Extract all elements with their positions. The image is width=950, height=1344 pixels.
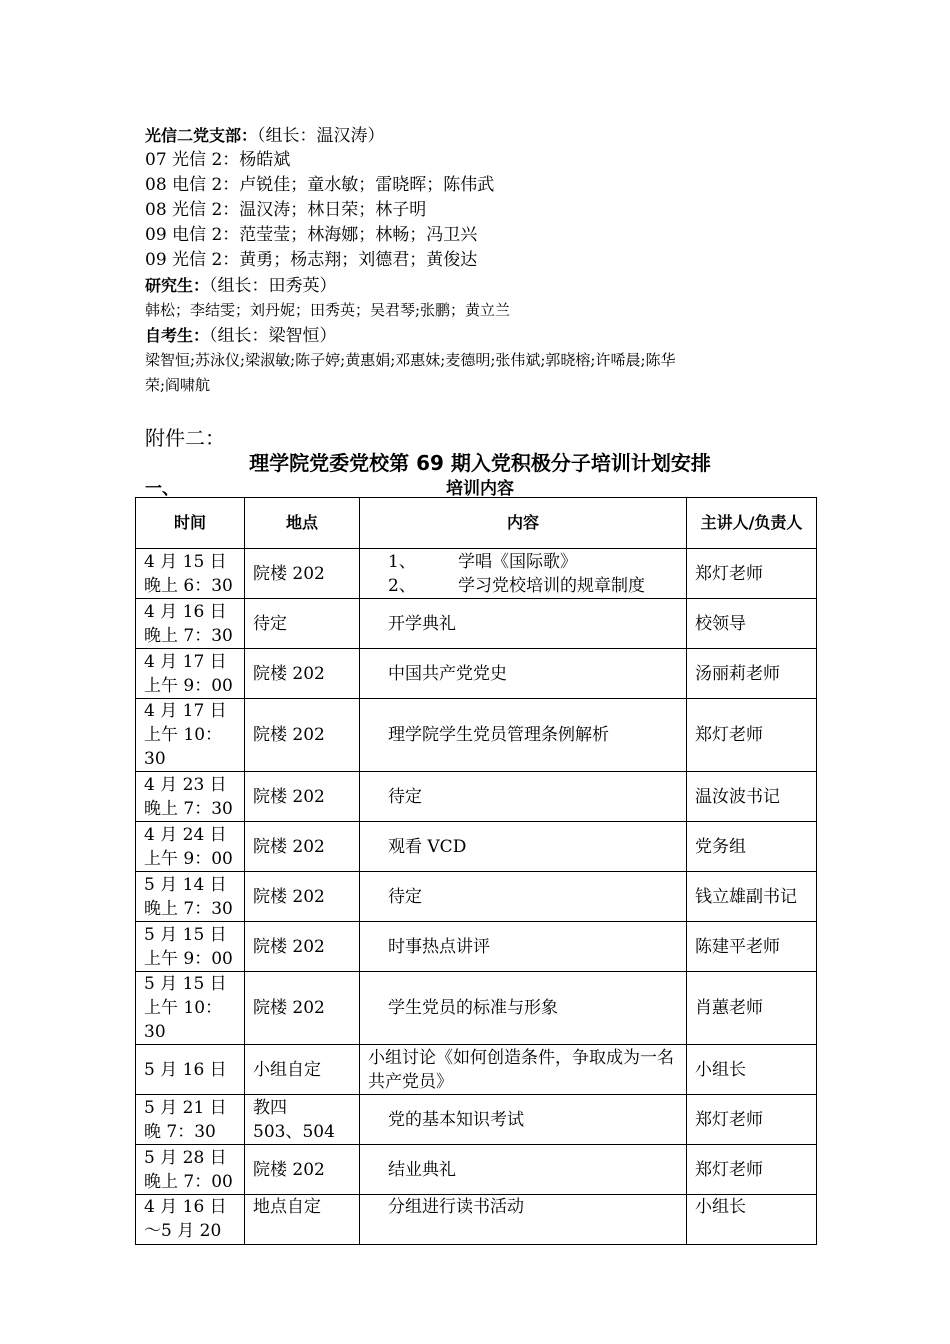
attachment-label: 附件二：: [145, 426, 225, 450]
cell-speaker: 小组长: [687, 1045, 817, 1095]
cell-place: 院楼 202: [245, 549, 360, 599]
cell-content: [360, 549, 687, 599]
cell-speaker: 陈建平老师: [687, 922, 817, 972]
cell-speaker: 校领导: [687, 599, 817, 649]
cell-content: 理学院学生党员管理条例解析: [360, 699, 687, 772]
cell-speaker: 温汝波书记: [687, 772, 817, 822]
group-self-study: [145, 323, 337, 349]
header-time: 时间: [136, 498, 245, 549]
header-place: 地点: [245, 498, 360, 549]
table-row: [136, 972, 817, 1045]
group-title: 光信二党支部：: [145, 126, 258, 145]
member-line: 09 光信 2：黄勇；杨志翔；刘德君；黄俊达: [145, 250, 478, 270]
cell-place: 院楼 202: [245, 699, 360, 772]
cell-content: 党的基本知识考试: [360, 1095, 687, 1145]
group-title: 自考生：: [145, 326, 210, 345]
header-speaker: 主讲人/负责人: [687, 498, 817, 549]
cell-place: 院楼 202: [245, 972, 360, 1045]
table-row: [136, 599, 817, 649]
member-line: 08 电信 2：卢锐佳；童水敏；雷晓晖；陈伟武: [145, 175, 495, 195]
table-row: [136, 649, 817, 699]
table-row: [136, 1095, 817, 1145]
cell-speaker: 郑灯老师: [687, 1095, 817, 1145]
cell-content: 小组讨论《如何创造条件，争取成为一名共产党员》: [360, 1045, 687, 1095]
document-title: 理学院党委党校第 69 期入党积极分子培训计划安排: [249, 451, 711, 475]
cell-time: 5 月 16 日: [136, 1045, 245, 1095]
cell-place: 地点自定: [245, 1195, 360, 1245]
cell-time: 4 月 23 日 晚上 7：30: [136, 772, 245, 822]
member-line: 韩松；李结雯；刘丹妮；田秀英；吴君琴;张鹏；黄立兰: [145, 301, 511, 319]
table-row: [136, 549, 817, 599]
group-leader: （组长：温汉涛）: [257, 126, 385, 146]
group-title: 研究生：: [145, 276, 210, 295]
cell-time: 5 月 14 日 晚上 7：30: [136, 872, 245, 922]
member-line: 荣;阎啸航: [145, 376, 211, 394]
cell-time: 4 月 24 日 上午 9：00: [136, 822, 245, 872]
content-list-item: 1、 学唱《国际歌》: [388, 551, 577, 572]
cell-time: 5 月 21 日 晚 7：30: [136, 1095, 245, 1145]
cell-content: 待定: [360, 772, 687, 822]
table-row: [136, 1195, 817, 1245]
cell-speaker: 钱立雄副书记: [687, 872, 817, 922]
cell-time: 5 月 15 日 上午 10：30: [136, 972, 245, 1045]
cell-content: 分组进行读书活动: [360, 1195, 687, 1245]
cell-speaker: 小组长: [687, 1195, 817, 1245]
cell-time: 5 月 15 日 上午 9：00: [136, 922, 245, 972]
header-content: 内容: [360, 498, 687, 549]
group-leader: （组长：梁智恒）: [209, 326, 337, 346]
cell-time: 4 月 17 日 上午 9：00: [136, 649, 245, 699]
cell-content: 中国共产党党史: [360, 649, 687, 699]
table-body: [136, 549, 817, 1245]
cell-speaker: 汤丽莉老师: [687, 649, 817, 699]
table-row: [136, 822, 817, 872]
member-line: 07 光信 2：杨皓斌: [145, 150, 291, 170]
cell-time: 4 月 15 日 晚上 6：30: [136, 549, 245, 599]
group-party-branch: [145, 123, 385, 149]
cell-speaker: 郑灯老师: [687, 1145, 817, 1195]
section-number: 一、: [145, 479, 179, 499]
cell-place: 院楼 202: [245, 922, 360, 972]
table-header-row: [136, 498, 817, 549]
cell-place: 教四 503、504: [245, 1095, 360, 1145]
member-line: 08 光信 2：温汉涛；林日荣；林子明: [145, 200, 427, 220]
cell-content: 待定: [360, 872, 687, 922]
cell-place: 院楼 202: [245, 822, 360, 872]
cell-speaker: 郑灯老师: [687, 699, 817, 772]
cell-place: 院楼 202: [245, 649, 360, 699]
group-graduate: [145, 273, 337, 299]
table-row: [136, 772, 817, 822]
cell-speaker: 肖蕙老师: [687, 972, 817, 1045]
cell-content: 时事热点讲评: [360, 922, 687, 972]
cell-content: 学生党员的标准与形象: [360, 972, 687, 1045]
table-row: [136, 699, 817, 772]
cell-place: 小组自定: [245, 1045, 360, 1095]
cell-speaker: 党务组: [687, 822, 817, 872]
cell-content: 开学典礼: [360, 599, 687, 649]
cell-place: 院楼 202: [245, 1145, 360, 1195]
member-line: 梁智恒;苏泳仪;梁淑敏;陈子婷;黄惠娟;邓惠妹;麦德明;张伟斌;郭晓榕;许唏晨;陈华: [145, 351, 676, 369]
cell-content: 观看 VCD: [360, 822, 687, 872]
member-line: 09 电信 2：范莹莹；林海娜；林畅；冯卫兴: [145, 225, 478, 245]
cell-time: 4 月 17 日 上午 10：30: [136, 699, 245, 772]
section-title: 培训内容: [446, 479, 514, 499]
cell-content: 结业典礼: [360, 1145, 687, 1195]
cell-place: 院楼 202: [245, 772, 360, 822]
group-leader: （组长：田秀英）: [209, 276, 337, 296]
table-row: [136, 1045, 817, 1095]
cell-place: 待定: [245, 599, 360, 649]
table-row: [136, 1145, 817, 1195]
cell-time: 5 月 28 日 晚上 7：00: [136, 1145, 245, 1195]
cell-time: 4 月 16 日 ～5 月 20: [136, 1195, 245, 1245]
cell-time: 4 月 16 日 晚上 7：30: [136, 599, 245, 649]
table-row: [136, 872, 817, 922]
training-schedule-table: [135, 497, 817, 1245]
cell-speaker: 郑灯老师: [687, 549, 817, 599]
table-row: [136, 922, 817, 972]
cell-place: 院楼 202: [245, 872, 360, 922]
content-list-item: 2、 学习党校培训的规章制度: [388, 575, 645, 596]
